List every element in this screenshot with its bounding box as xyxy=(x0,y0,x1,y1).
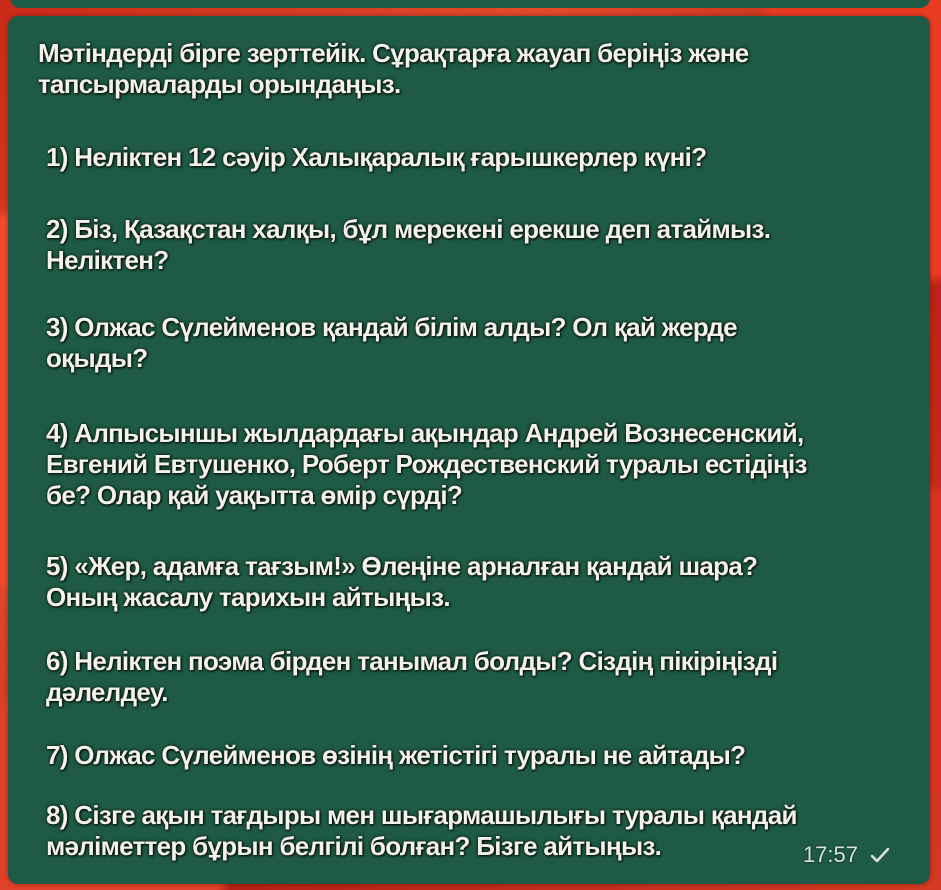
question-line: мәліметтер бұрын белгілі болған? Бізге айтыңыз. xyxy=(46,831,662,861)
question-line: Неліктен? xyxy=(46,245,169,275)
intro-line: тапсырмаларды орындаңыз. xyxy=(38,69,401,99)
question-line: 3) Олжас Сүлейменов қандай білім алды? Ол қай жерде xyxy=(46,312,737,342)
question-line: 2) Біз, Қазақстан халқы, бұл мерекені ерекше деп атаймыз. xyxy=(46,214,771,244)
question-5 xyxy=(46,551,757,613)
question-line: бе? Олар қай уақытта өмір сүрді? xyxy=(46,480,463,510)
question-line: 8) Сізге ақын тағдыры мен шығармашылығы туралы қандай xyxy=(46,800,797,830)
question-8 xyxy=(46,800,797,862)
message-time: 17:57 xyxy=(802,842,858,867)
question-4 xyxy=(46,418,807,511)
question-line: 1) Неліктен 12 сәуір Халықаралық ғарышкерлер күні? xyxy=(46,142,707,172)
question-2 xyxy=(46,214,770,276)
question-line: оқыды? xyxy=(46,343,148,373)
question-line: Евгений Евтушенко, Роберт Рождественский туралы естідіңіз xyxy=(46,449,807,479)
question-1 xyxy=(46,142,706,173)
intro-line: Мәтіндерді бірге зерттейік. Сұрақтарға жауап беріңіз және xyxy=(38,38,749,68)
question-line: 7) Олжас Сүлейменов өзінің жетістігі туралы не айтады? xyxy=(46,740,746,770)
message-meta xyxy=(803,842,892,868)
question-7 xyxy=(46,740,745,771)
question-line: 5) «Жер, адамға тағзым!» Өлеңіне арналған қандай шара? xyxy=(46,551,758,581)
checkmark-icon xyxy=(868,843,892,867)
question-6 xyxy=(46,646,777,708)
question-line: 4) Алпысыншы жылдардағы ақындар Андрей Вознесенский, xyxy=(46,418,804,448)
question-line: Оның жасалу тарихын айтыңыз. xyxy=(46,582,450,612)
question-line: дәлелдеу. xyxy=(46,677,168,707)
message-bubble[interactable] xyxy=(8,16,930,884)
previous-message-bubble xyxy=(10,0,930,8)
question-3 xyxy=(46,312,737,374)
question-line: 6) Неліктен поэма бірден танымал болды? Сіздің пікіріңізді xyxy=(46,646,778,676)
intro-text xyxy=(38,38,749,100)
